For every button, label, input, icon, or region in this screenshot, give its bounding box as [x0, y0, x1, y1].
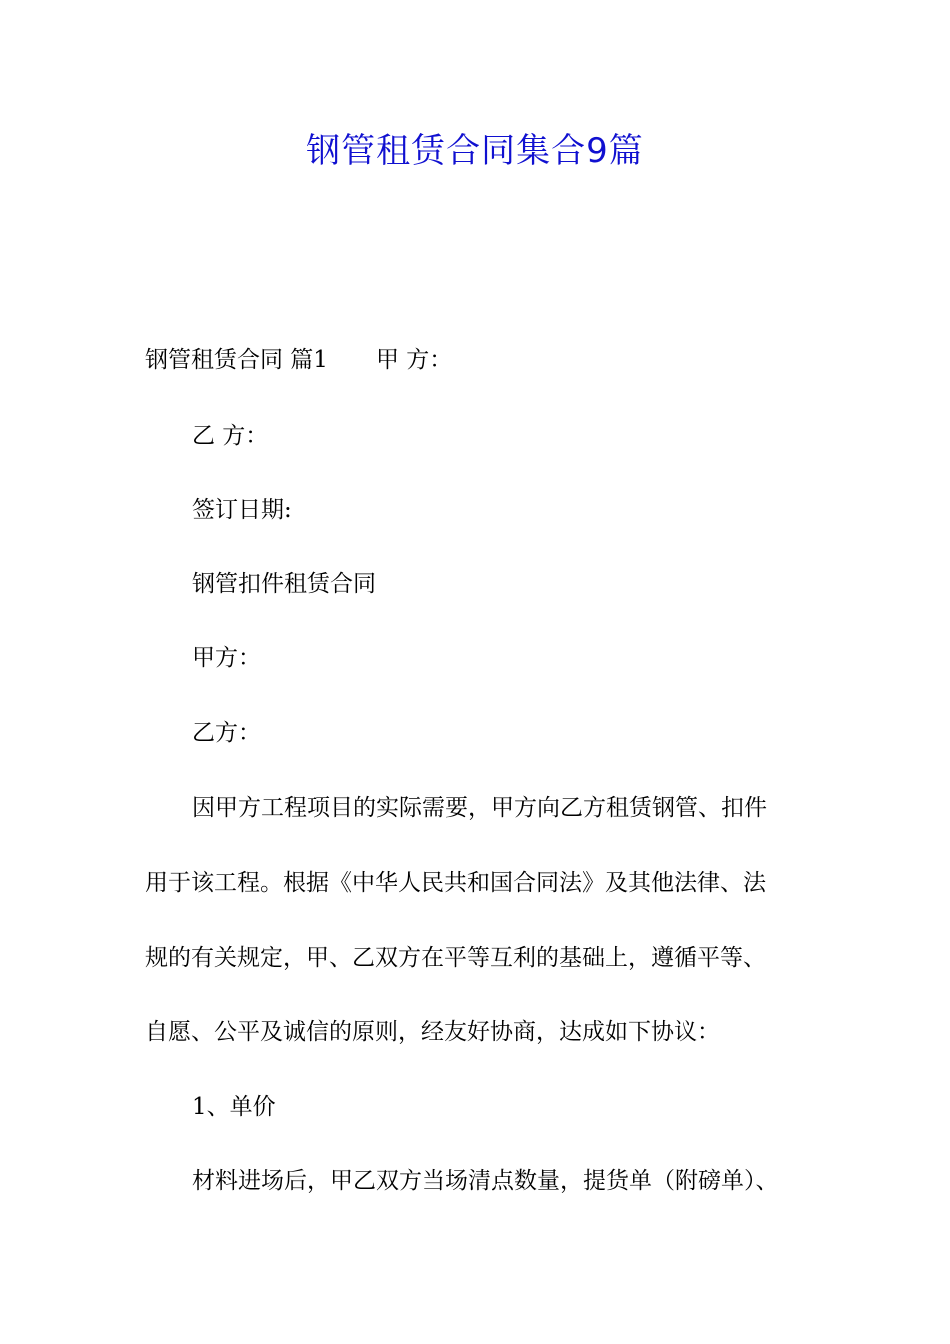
paragraph-1-line-1: 因甲方工程项目的实际需要，甲方向乙方租赁钢管、扣件	[192, 795, 767, 821]
party-b-field: 乙方：	[192, 720, 261, 746]
section-heading-line	[145, 344, 452, 376]
paragraph-1-line-2: 用于该工程。根据《中华人民共和国合同法》及其他法律、法	[145, 870, 766, 896]
item-1-heading: 1、单价	[192, 1094, 276, 1120]
party-a-heading-label: 甲 方：	[375, 347, 453, 373]
party-a-field: 甲方：	[192, 645, 261, 671]
paragraph-1-line-4: 自愿、公平及诚信的原则，经友好协商，达成如下协议：	[145, 1019, 720, 1045]
party-b-label: 乙 方：	[192, 423, 269, 449]
contract-name: 钢管扣件租赁合同	[192, 571, 376, 597]
document-title: 钢管租赁合同集合9篇	[306, 131, 644, 171]
paragraph-2-line-1: 材料进场后，甲乙双方当场清点数量，提货单（附磅单）、	[192, 1168, 779, 1194]
section-label: 钢管租赁合同 篇1	[145, 347, 328, 373]
sign-date-label: 签订日期:	[192, 497, 292, 523]
paragraph-1-line-3: 规的有关规定，甲、乙双方在平等互利的基础上，遵循平等、	[145, 945, 766, 971]
